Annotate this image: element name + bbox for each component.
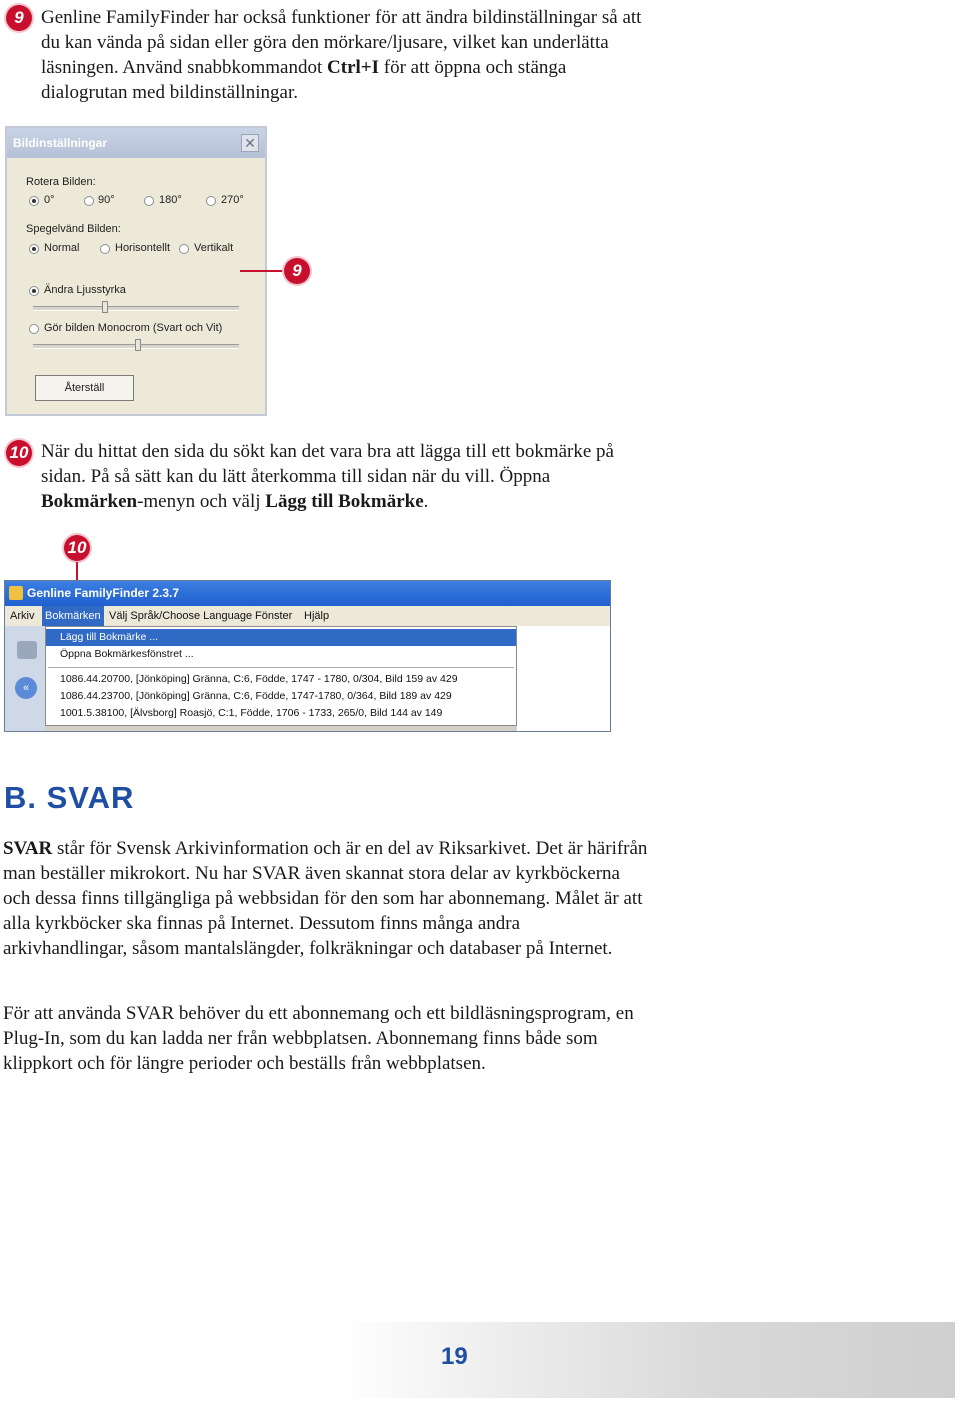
brightness-slider-thumb[interactable] (102, 301, 108, 313)
menu-bar (5, 606, 610, 626)
svar-paragraph-2: För att använda SVAR behöver du ett abonnemang och ett bildläsningsprogram, en Plug-In, som du kan ladda ner från webbplatsen. Abonnemang finns både som klippkort och för längre perioder och beställs från webbplatsen. (3, 1003, 634, 1074)
rotate-90-radio[interactable] (84, 196, 94, 206)
step-9-badge: 9 (6, 5, 32, 31)
add-bookmark-command: Lägg till Bokmärke (265, 491, 424, 512)
app-icon (9, 586, 23, 600)
svar-bold: SVAR (3, 838, 53, 859)
menu-bokmarken[interactable]: Bokmärken (42, 606, 104, 626)
rotate-180-radio[interactable] (144, 196, 154, 206)
rotate-180-label: 180° (159, 194, 182, 206)
callout-9-line (240, 270, 286, 272)
image-settings-dialog (5, 126, 267, 416)
monochrome-label: Gör bilden Monocrom (Svart och Vit) (44, 322, 223, 334)
callout-10-badge: 10 (64, 535, 90, 561)
bookmarks-menu-name: Bokmärken (41, 491, 138, 512)
add-bookmark-item[interactable]: Lägg till Bokmärke ... (46, 629, 516, 646)
dialog-title: Bildinställningar (7, 128, 265, 158)
step-10-text (41, 439, 646, 514)
step-10-text-c: . (423, 491, 429, 512)
shortcut-ctrl-i: Ctrl+I (327, 57, 380, 78)
bookmark-item[interactable]: 1001.5.38100, [Älvsborg] Roasjö, C:1, Födde, 1706 - 1733, 265/0, Bild 144 av 149 (60, 707, 443, 719)
step-9-text-b: för att öppna och stänga dialogrutan med bildinställningar. (41, 57, 567, 103)
mirror-label: Spegelvänd Bilden: (26, 223, 121, 235)
menu-separator (48, 667, 514, 668)
callout-9-badge: 9 (284, 258, 310, 284)
bookmark-item[interactable]: 1086.44.20700, [Jönköping] Gränna, C:6, Födde, 1747 - 1780, 0/304, Bild 159 av 429 (60, 673, 458, 685)
svar-paragraph-1-text: står för Svensk Arkivinformation och är en del av Riksarkivet. Det är härifrån man beställer mikrokort. Nu har SVAR även skannat stora delar av kyrkböckerna och dessa finns tillgängliga på webbsidan för den som har abonnemang. Målet är att alla kyrkböcker ska finnas på Internet. Dessutom finns många andra arkivhandlingar, såsom mantalslängder, folkräkningar och databaser på Internet. (3, 838, 648, 959)
menu-arkiv[interactable]: Arkiv (10, 610, 35, 622)
mirror-vertical-label: Vertikalt (194, 242, 234, 254)
mirror-horizontal-label: Horisontellt (115, 242, 171, 254)
content-pane (517, 626, 611, 732)
mirror-normal-radio[interactable] (29, 244, 39, 254)
step-10-badge: 10 (6, 440, 32, 466)
rotate-270-radio[interactable] (206, 196, 216, 206)
monochrome-radio[interactable] (29, 324, 39, 334)
brightness-slider-track[interactable] (33, 306, 239, 311)
rotate-label: Rotera Bilden: (26, 176, 96, 188)
brightness-label: Ändra Ljusstyrka (44, 284, 126, 296)
window-title: Genline FamilyFinder 2.3.7 (5, 581, 610, 606)
rotate-0-radio[interactable] (29, 196, 39, 206)
step-10-text-b: -menyn och välj (137, 491, 266, 512)
step-9-text-a: Genline FamilyFinder har också funktioner för att ändra bildinställningar så att du kan vända på sidan eller göra den mörkare/ljusare, vilket kan underlätta läsningen. Använd snabbkommandot (41, 7, 642, 78)
svar-paragraph-1 (3, 836, 648, 961)
menu-hjalp[interactable]: Hjälp (304, 610, 330, 622)
left-toolbar (5, 626, 45, 732)
rotate-270-label: 270° (221, 194, 244, 206)
step-10-text-a: När du hittat den sida du sökt kan det vara bra att lägga till ett bokmärke på sidan. På så sätt kan du lätt återkomma till sidan när du vill. Öppna (41, 441, 614, 487)
menu-fonster[interactable]: Fönster (255, 610, 293, 622)
mirror-normal-label: Normal (44, 242, 80, 254)
step-9-text (41, 5, 651, 105)
menu-language[interactable]: Välj Språk/Choose Language (109, 610, 253, 622)
back-icon[interactable]: « (15, 677, 37, 699)
open-bookmarks-window-item[interactable]: Öppna Bokmärkesfönstret ... (60, 648, 194, 660)
close-icon[interactable]: ✕ (241, 134, 259, 152)
familyfinder-window (4, 580, 611, 732)
bookmarks-dropdown (45, 626, 517, 726)
monochrome-slider-thumb[interactable] (135, 339, 141, 351)
toolbar-icon[interactable] (17, 641, 37, 659)
mirror-horizontal-radio[interactable] (100, 244, 110, 254)
section-heading: B. SVAR (4, 780, 135, 815)
footer-image (340, 1322, 955, 1398)
bookmark-item[interactable]: 1086.44.23700, [Jönköping] Gränna, C:6, Födde, 1747-1780, 0/364, Bild 189 av 429 (60, 690, 452, 702)
rotate-90-label: 90° (98, 194, 115, 206)
reset-button[interactable]: Återställ (35, 375, 134, 401)
brightness-radio[interactable] (29, 286, 39, 296)
page-number: 19 (441, 1343, 468, 1370)
mirror-vertical-radio[interactable] (179, 244, 189, 254)
rotate-0-label: 0° (44, 194, 55, 206)
